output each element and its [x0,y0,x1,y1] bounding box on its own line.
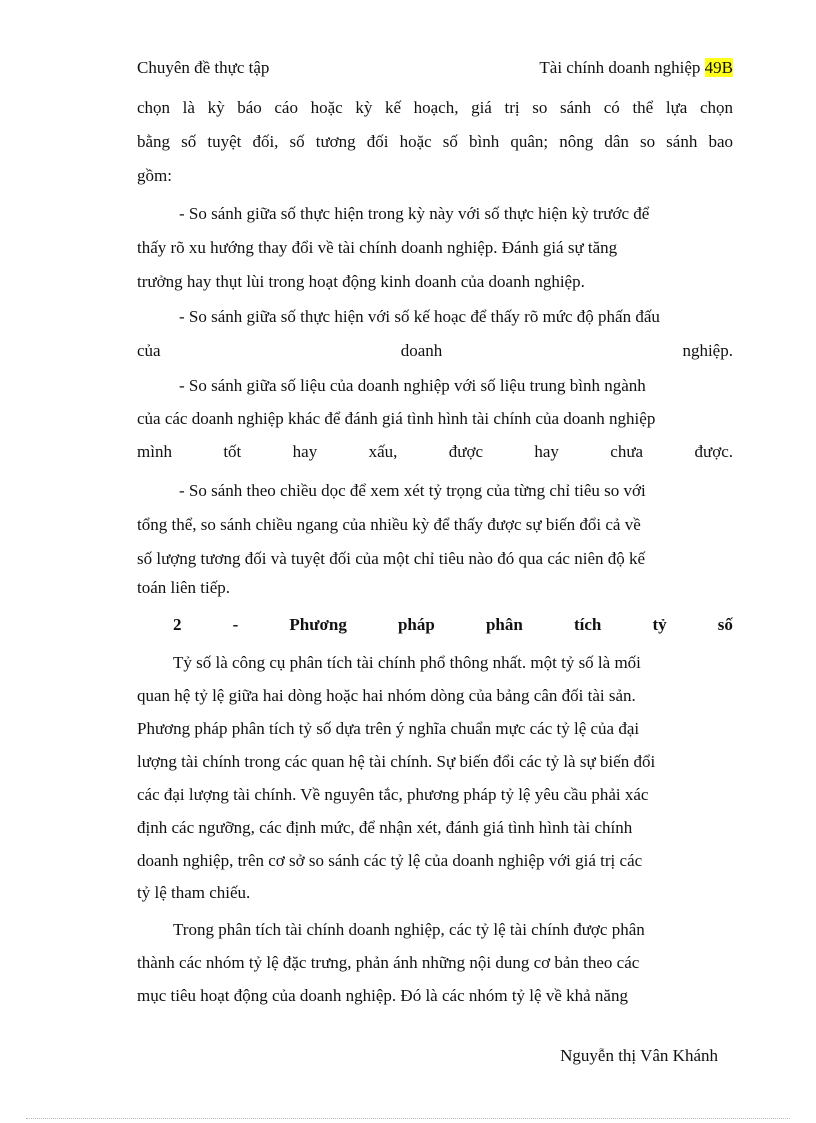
word: hoặc [310,98,343,117]
text-line [137,95,733,121]
text-line: Phương pháp phân tích tỷ số dựa trên ý nghĩa chuẩn mực các tỷ lệ của đại [137,719,640,738]
heading-number: 2 [173,615,182,634]
word: báo [237,98,262,117]
text-line: lượng tài chính trong các quan hệ tài chính. Sự biến đổi các tỷ là sự biến đổi [137,752,656,771]
text-line: tỷ lệ tham chiếu. [137,883,251,902]
word: doanh [400,341,443,360]
text-line: doanh nghiệp, trên cơ sở so sánh các tỷ lệ của doanh nghiệp với giá trị các [137,851,643,870]
word: được [448,442,483,461]
text-line: thấy rõ xu hướng thay đổi về tài chính doanh nghiệp. Đánh giá sự tăng [137,238,618,257]
word: đối, [252,132,279,151]
word: hoặc [399,132,432,151]
text-line [137,129,733,155]
heading-word: tỷ [652,615,667,634]
word: đối [366,132,389,151]
word: dân [604,132,629,151]
header-class-label [539,57,733,79]
word: so [532,98,548,117]
word: sánh [559,98,592,117]
word: giá [471,98,492,117]
word: bằng [137,132,171,151]
word: của [137,341,161,360]
word: có [603,98,620,117]
text-line: mục tiêu hoạt động của doanh nghiệp. Đó là các nhóm tỷ lệ về khả năng [137,986,628,1005]
word: xấu, [368,442,398,461]
text-line: quan hệ tỷ lệ giữa hai dòng hoặc hai nhóm dòng của bảng cân đối tài sản. [137,686,636,705]
heading-word: tích [573,615,602,634]
page-bottom-rule [26,1118,790,1119]
word: quân; [510,132,549,151]
word: nông [559,132,594,151]
text-line-justified [137,439,733,465]
word: số [181,132,197,151]
text-line: - So sánh giữa số thực hiện trong kỳ này với số thực hiện kỳ trước để [179,204,650,223]
word: chưa [610,442,644,461]
word: kỳ [207,98,225,117]
header-class-highlight: 49B [704,58,733,77]
word: sánh [666,132,698,151]
text-line: các đại lượng tài chính. Về nguyên tắc, phương pháp tỷ lệ yêu cầu phải xác [137,785,649,804]
word: hoạch, [413,98,459,117]
word: bình [469,132,500,151]
word: thể [632,98,654,117]
header-class-text: Tài chính doanh nghiệp [539,58,701,77]
text-line: thành các nhóm tỷ lệ đặc trưng, phản ánh những nội dung cơ bản theo các [137,953,640,972]
text-line: - So sánh giữa số liệu của doanh nghiệp với số liệu trung bình ngành [179,376,646,395]
word: tốt [223,442,242,461]
text-line: tổng thể, so sánh chiều ngang của nhiều kỳ để thấy được sự biến đổi cả về [137,515,641,534]
heading-word: pháp [397,615,435,634]
word: bao [708,132,733,151]
page-footer-author: Nguyễn thị Vân Khánh [560,1046,718,1065]
word: số [289,132,305,151]
word: lựa [665,98,688,117]
word: cáo [274,98,298,117]
heading-word: số [717,615,733,634]
word: nghiệp. [682,341,733,360]
text-line: Trong phân tích tài chính doanh nghiệp, các tỷ lệ tài chính được phân [173,920,645,939]
text-line: gồm: [137,166,172,185]
text-line-justified [137,338,733,364]
text-line: trưởng hay thụt lùi trong hoạt động kinh doanh của doanh nghiệp. [137,272,585,291]
word: được. [694,442,733,461]
word: so [639,132,656,151]
text-line: số lượng tương đối và tuyệt đối của một chỉ tiêu nào đó qua các niên độ kế [137,549,646,568]
word: chọn [137,98,171,117]
word: kế [384,98,401,117]
word: tương [315,132,356,151]
text-line: định các ngưỡng, các định mức, để nhận xét, đánh giá tình hình tài chính [137,818,633,837]
word: chọn [699,98,733,117]
text-line: - So sánh theo chiều dọc để xem xét tỷ trọng của từng chỉ tiêu so với [179,481,646,500]
section-heading [137,612,733,638]
text-line: toán liên tiếp. [137,578,231,597]
text-line: - So sánh giữa số thực hiện với số kế hoạc để thấy rõ mức độ phấn đấu [179,307,660,326]
word: kỳ [355,98,373,117]
word: trị [504,98,520,117]
word: hay [292,442,318,461]
heading-word: Phương [289,615,347,634]
text-line: Tỷ số là công cụ phân tích tài chính phổ thông nhất. một tỷ số là mối [173,653,641,672]
heading-word: phân [485,615,523,634]
header-course-title: Chuyên đề thực tập [137,58,270,77]
text-line: của các doanh nghiệp khác để đánh giá tình hình tài chính của doanh nghiệp [137,409,656,428]
word: mình [137,442,172,461]
word: số [442,132,458,151]
word: hay [534,442,559,461]
heading-dash: - [232,615,239,634]
word: là [182,98,195,117]
word: tuyệt [207,132,242,151]
